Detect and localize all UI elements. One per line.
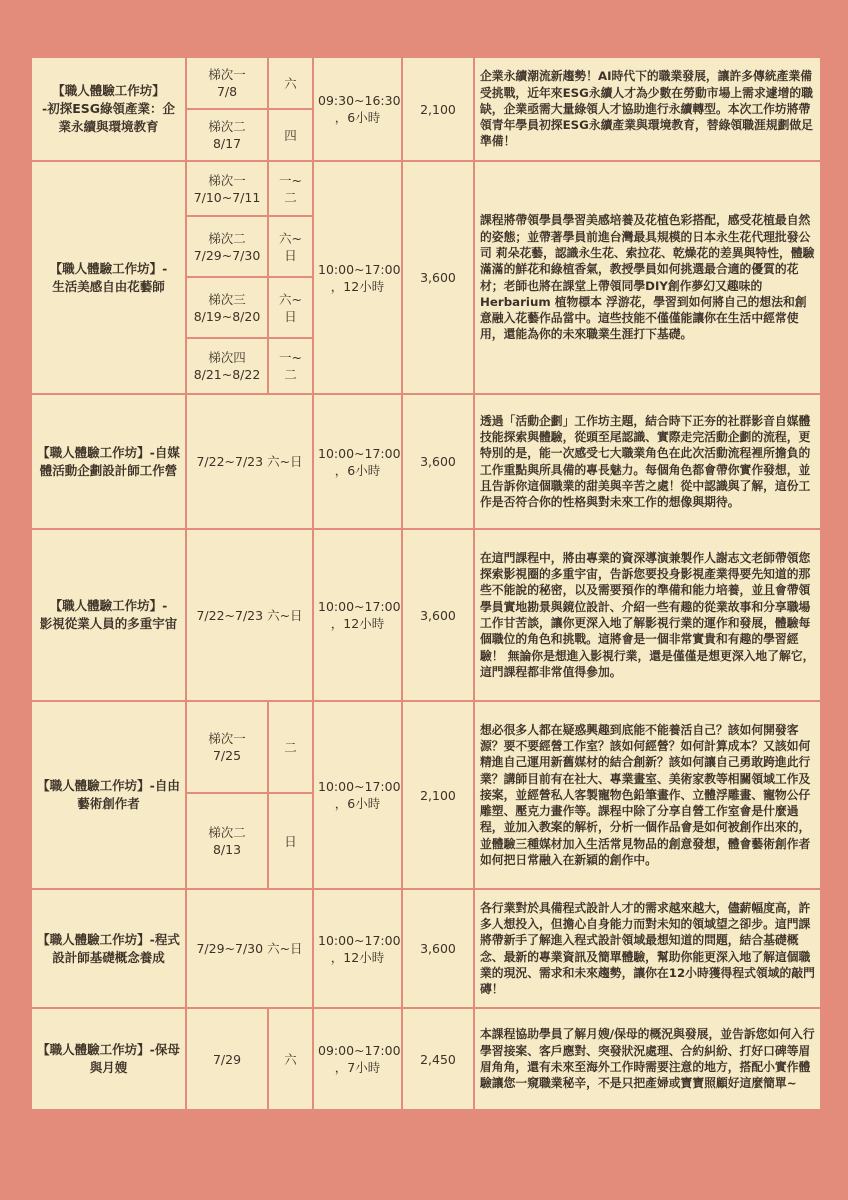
course-schedule [30, 56, 818, 1111]
session-label: 梯次三 8/19~8/20 [187, 278, 267, 337]
course-time: 10:00~17:00 ，6小時 [314, 702, 401, 888]
course-title: 【職人體驗工作坊】-自媒體活動企劃設計師工作營 [32, 395, 185, 528]
course-description: 本課程協助學員了解月嫂/保母的概況與發展，並告訴您如何入行學習接案、客戶應對、突發狀況處理、合約糾紛、打好口碑等眉眉角角，還有未來至海外工作時需要注意的地方，搭配小實作體驗讓您一窺職業秘辛，不是只把產婦或寶寶照顧好這麼簡單~ [475, 1009, 820, 1109]
session-day: 四 [269, 110, 312, 160]
session-day: 六~日 [269, 217, 312, 276]
session-label: 梯次一 7/10~7/11 [187, 162, 267, 215]
course-day: 六~日 [267, 454, 303, 469]
table-row [32, 890, 820, 1007]
table-row [32, 162, 820, 215]
session-label: 梯次一 7/25 [187, 702, 267, 792]
course-time: 09:30~16:30 ，6小時 [314, 58, 401, 160]
course-title: 【職人體驗工作坊】- 生活美感自由花藝師 [32, 162, 185, 393]
course-table [30, 56, 822, 1111]
course-day: 六 [269, 1009, 312, 1109]
course-date-day [187, 530, 312, 700]
course-description: 課程將帶領學員學習美感培養及花植色彩搭配，感受花植最自然的姿態；並帶著學員前進台灣最具規模的日本永生花代理批發公司 莉朵花藝，認識永生花、索拉花、乾燥花的差異與特性，體驗滿滿的鮮花和綠植香氣，教授學員如何挑選最合適的優質的花材；老師也將在課堂上帶領同學DIY創作夢幻又趣味的Herbarium 植物標本 浮游花，學習到如何將自己的想法和創意融入花藝作品當中。這些技能不僅僅能讓你在生活中經常使用，還能為你的未來職業生涯打下基礎。 [475, 162, 820, 393]
course-date: 7/22~7/23 [196, 454, 264, 469]
course-title: 【職人體驗工作坊】-程式設計師基礎概念養成 [32, 890, 185, 1007]
table-row [32, 702, 820, 792]
table-row [32, 530, 820, 700]
course-description: 透過「活動企劃」工作坊主題，結合時下正夯的社群影音自媒體技能探索與體驗，從頭至尾認識、實際走完活動企劃的流程，更特別的是，能一次感受七大職業角色在此次活動流程裡所擔負的工作重點與所具備的專長魅力。每個角色都會帶你實作發想，並且告訴你這個職業的甜美與辛苦之處！從中認識與了解，這份工作是否符合你的性格與對未來工作的想像與期待。 [475, 395, 820, 528]
table-row [32, 1009, 820, 1109]
course-description: 企業永續潮流新趨勢！AI時代下的職業發展，讓許多傳統產業備受挑戰，近年來ESG永續人才為少數在勞動市場上需求遽增的職缺，企業亟需大量綠領人才協助進行永續轉型。本次工作坊將帶領青年學員初探ESG永續產業與環境教育，替綠領職涯規劃做足準備！ [475, 58, 820, 160]
course-title: 【職人體驗工作坊】-自由藝術創作者 [32, 702, 185, 888]
course-day: 六~日 [267, 607, 303, 623]
course-day: 六~日 [267, 941, 303, 956]
course-description: 各行業對於具備程式設計人才的需求越來越大，儘薪幅度高，許多人想投入，但擔心自身能力而對未知的領域望之卻步。這門課將帶新手了解進入程式設計領域最想知道的問題，結合基礎概念、最新的專業資訊及簡單體驗，幫助你能更深入地了解這個職業的現況、需求和未來趨勢，讓你在12小時獲得程式領域的敲門磚！ [475, 890, 820, 1007]
session-label: 梯次二 7/29~7/30 [187, 217, 267, 276]
course-date: 7/29~7/30 [196, 941, 264, 956]
course-fee: 2,100 [403, 58, 473, 160]
course-date-day [187, 395, 312, 528]
table-row [32, 58, 820, 108]
course-time: 10:00~17:00 ，6小時 [314, 395, 401, 528]
course-date-day [187, 890, 312, 1007]
session-label: 梯次四 8/21~8/22 [187, 339, 267, 393]
course-time: 09:00~17:00 ，7小時 [314, 1009, 401, 1109]
session-label: 梯次一 7/8 [187, 58, 267, 108]
course-description: 在這門課程中，將由專業的資深導演兼製作人謝志文老師帶領您探索影視圈的多重宇宙，告訴您要投身影視產業得要先知道的那些不能說的秘密，以及需要預作的準備和能力培養，並且會帶領學員實地勘景與鏡位設計、介紹一些有趣的從業故事和分享職場工作甘苦談，讓你更深入地了解影視行業的運作和發展，體驗每個職位的角色和挑戰。這將會是一個非常實貴和有趣的學習經驗！ 無論你是想進入影視行業，還是僅僅是想更深入地了解它，這門課程都非常值得參加。 [475, 530, 820, 700]
course-description: 想必很多人都在疑惑興趣到底能不能養活自己？該如何開發客源？要不要經營工作室？該如何經營？如何計算成本？又該如何精進自己運用新舊媒材的結合創新？該如何讓自己勇敢跨進此行業？講師目前有在社大、專業畫室、美術家教等相關領域工作及接案，並經營私人客製寵物色鉛筆畫作、立體浮雕畫、寵物公仔雕塑、壓克力畫作等。課程中除了分享自營工作室會是什麼過程，並加入教案的解析，分析一個作品會是如何被創作出來的，並體驗三種媒材加入生活常見物品的創意發想，體會藝術創作者如何把日常融入在新穎的創作中。 [475, 702, 820, 888]
course-date: 7/29 [187, 1009, 267, 1109]
session-day: 六~日 [269, 278, 312, 337]
course-title: 【職人體驗工作坊】-保母與月嫂 [32, 1009, 185, 1109]
course-fee: 3,600 [403, 530, 473, 700]
session-label: 梯次二 8/17 [187, 110, 267, 160]
course-title: 【職人體驗工作坊】 -初探ESG綠領產業：企業永續與環境教育 [32, 58, 185, 160]
session-day: 一~二 [269, 162, 312, 215]
session-day: 日 [269, 794, 312, 888]
table-row [32, 395, 820, 528]
session-day: 一~二 [269, 339, 312, 393]
course-time: 10:00~17:00 ，12小時 [314, 162, 401, 393]
session-label: 梯次二 8/13 [187, 794, 267, 888]
course-fee: 2,100 [403, 702, 473, 888]
session-day: 六 [269, 58, 312, 108]
session-day: 二 [269, 702, 312, 792]
course-time: 10:00~17:00 ，12小時 [314, 530, 401, 700]
course-fee: 2,450 [403, 1009, 473, 1109]
course-time: 10:00~17:00 ，12小時 [314, 890, 401, 1007]
course-fee: 3,600 [403, 890, 473, 1007]
course-title: 【職人體驗工作坊】- 影視從業人員的多重宇宙 [32, 530, 185, 700]
course-date: 7/22~7/23 [196, 607, 264, 623]
course-fee: 3,600 [403, 395, 473, 528]
course-fee: 3,600 [403, 162, 473, 393]
